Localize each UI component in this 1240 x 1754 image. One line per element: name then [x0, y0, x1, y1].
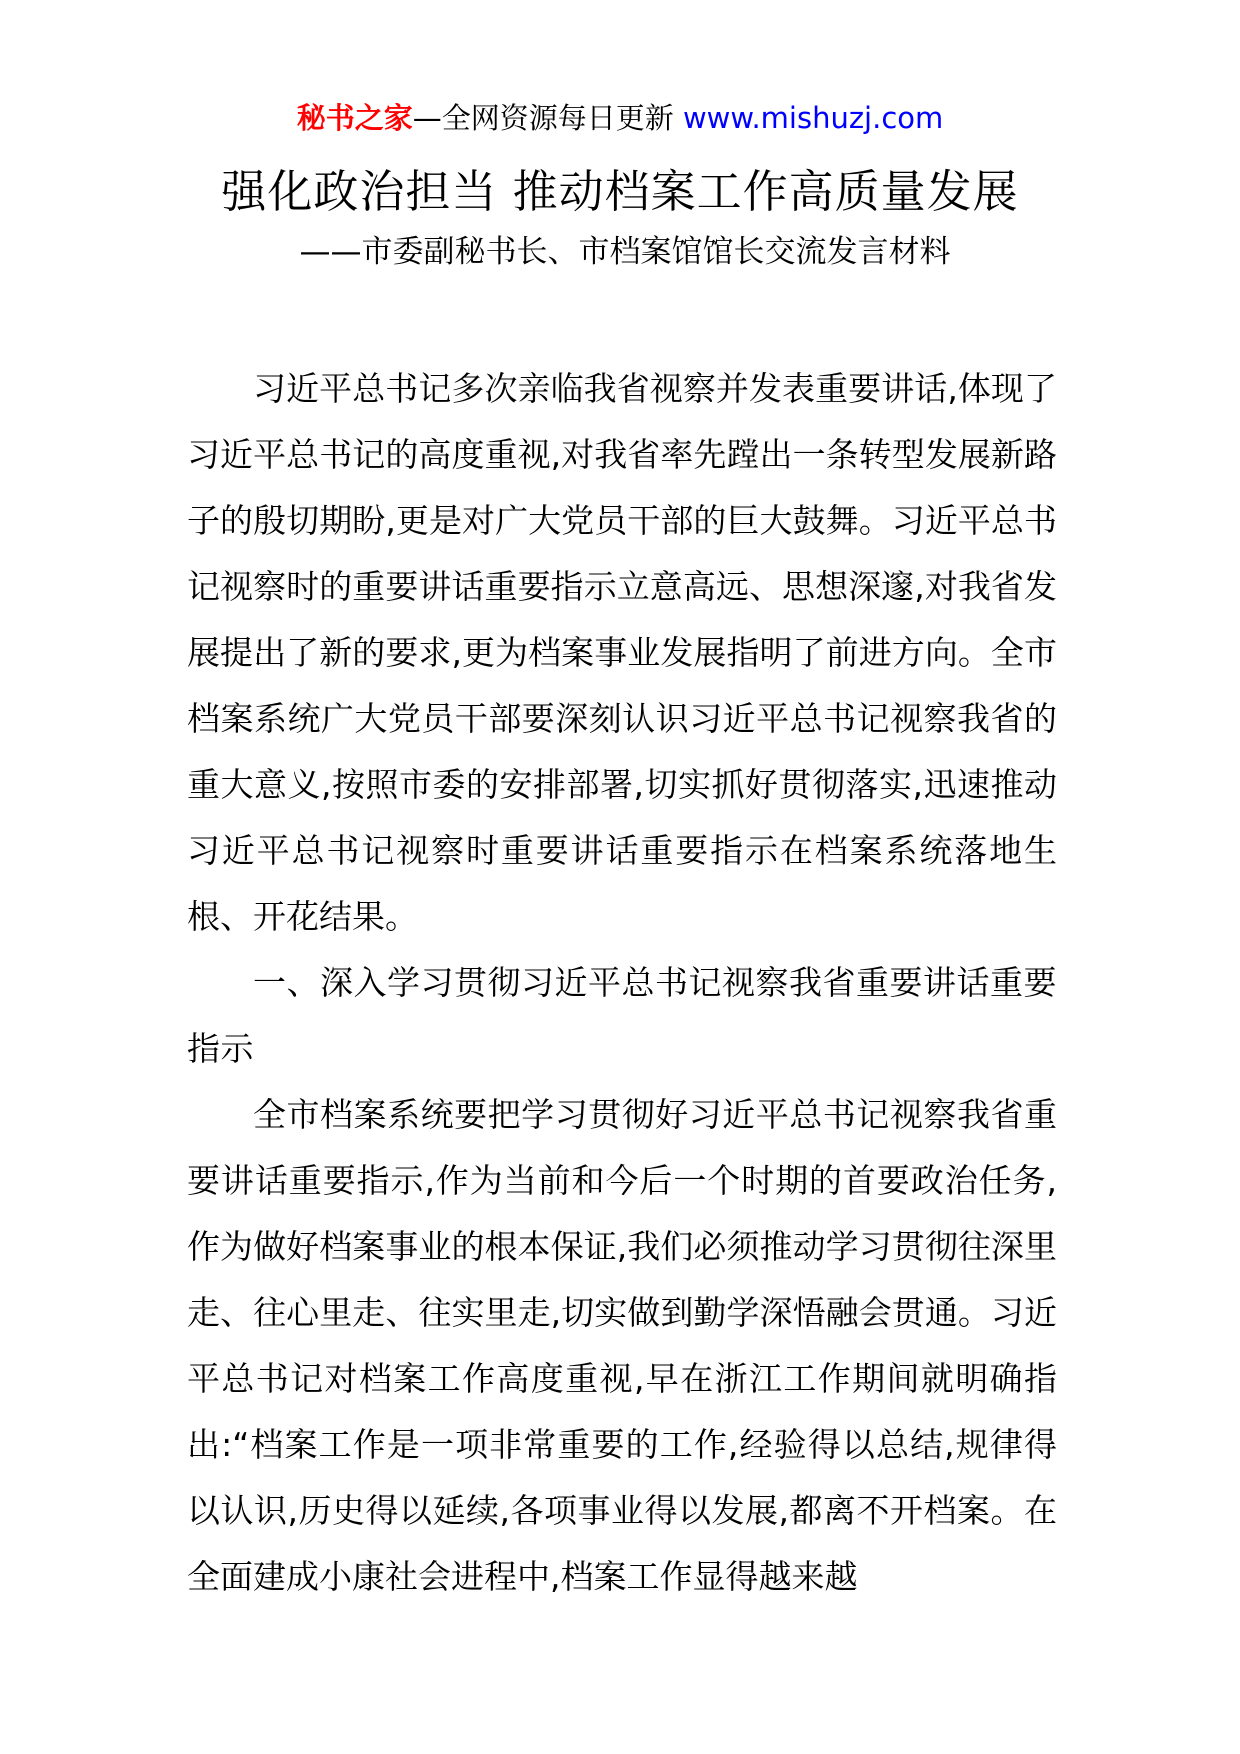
- site-header: [0, 98, 1240, 138]
- header-tagline: —全网资源每日更新: [412, 101, 683, 135]
- body-paragraph: 习近平总书记多次亲临我省视察并发表重要讲话,体现了习近平总书记的高度重视,对我省率先蹚出一条转型发展新路子的殷切期盼,更是对广大党员干部的巨大鼓舞。习近平总书记视察时的重要讲话重要指示立意高远、思想深邃,对我省发展提出了新的要求,更为档案事业发展指明了前进方向。全市档案系统广大党员干部要深刻认识习近平总书记视察我省的重大意义,按照市委的安排部署,切实抓好贯彻落实,迅速推动习近平总书记视察时重要讲话重要指示在档案系统落地生根、开花结果。: [187, 369, 1057, 936]
- brand-name: 秘书之家: [296, 101, 413, 135]
- site-url-link[interactable]: www.mishuzj.com: [682, 101, 944, 135]
- document-title: 强化政治担当 推动档案工作高质量发展: [221, 165, 1019, 218]
- document-body: [187, 356, 1057, 1610]
- document-subtitle: ——市委副秘书长、市档案馆馆长交流发言材料: [299, 234, 951, 270]
- section-heading: 一、深入学习贯彻习近平总书记视察我省重要讲话重要指示: [187, 963, 1057, 1068]
- body-paragraph: 全市档案系统要把学习贯彻好习近平总书记视察我省重要讲话重要指示,作为当前和今后一个时期的首要政治任务,作为做好档案事业的根本保证,我们必须推动学习贯彻往深里走、往心里走、往实里走,切实做到勤学深悟融会贯通。习近平总书记对档案工作高度重视,早在浙江工作期间就明确指出:“档案工作是一项非常重要的工作,经验得以总结,规律得以认识,历史得以延续,各项事业得以发展,都离不开档案。在全面建成小康社会进程中,档案工作显得越来越: [187, 1095, 1057, 1596]
